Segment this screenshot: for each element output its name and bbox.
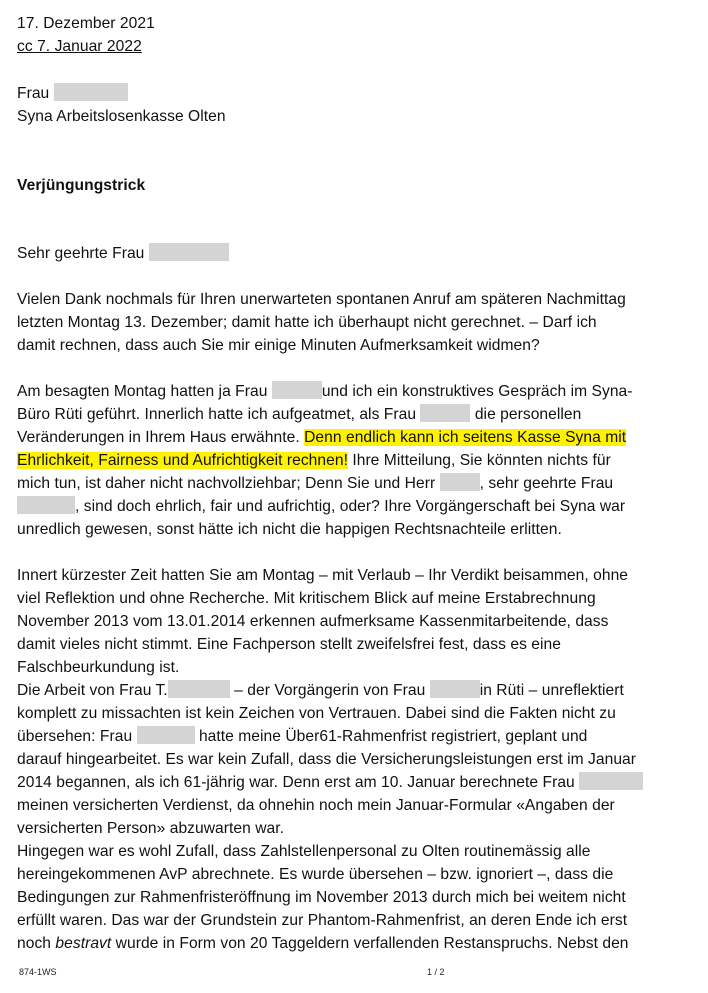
footer-page-number: 1 / 2 bbox=[427, 967, 445, 977]
highlighted-text: Denn endlich kann ich seitens Kasse Syna mit bbox=[304, 429, 627, 446]
paragraph-line: Am besagten Montag hatten ja Frau und ich ein konstruktives Gespräch im Syna- bbox=[17, 383, 633, 400]
paragraph-line: viel Reflektion und ohne Recherche. Mit kritischem Blick auf meine Erstabrechnung bbox=[17, 590, 596, 607]
letter-subject: Verjüngungstrick bbox=[17, 177, 146, 194]
paragraph-line: Vielen Dank nochmals für Ihren unerwarteten spontanen Anruf am späteren Nachmittag bbox=[17, 291, 626, 308]
redacted-name bbox=[579, 772, 643, 790]
paragraph-line: noch bestravt wurde in Form von 20 Taggeldern verfallenden Restanspruchs. Nebst den bbox=[17, 935, 629, 952]
paragraph-line: erfüllt waren. Das war der Grundstein zur Phantom-Rahmenfrist, an deren Ende ich erst bbox=[17, 912, 628, 929]
paragraph-line: hereingekommenen AvP abrechnete. Es wurde übersehen – bzw. ignoriert –, dass die bbox=[17, 866, 614, 883]
paragraph-line: Ehrlichkeit, Fairness und Aufrichtigkeit rechnen! Ihre Mitteilung, Sie könnten nichts für bbox=[17, 452, 611, 469]
paragraph-line: November 2013 vom 13.01.2014 erkennen aufmerksame Kassenmitarbeitende, dass bbox=[17, 613, 609, 630]
paragraph-line: damit rechnen, dass auch Sie mir einige Minuten Aufmerksamkeit widmen? bbox=[17, 337, 540, 354]
paragraph-line: komplett zu missachten ist kein Zeichen von Vertrauen. Dabei sind die Fakten nicht zu bbox=[17, 705, 616, 722]
paragraph-line: unredlich gewesen, sonst hätte ich nicht die happigen Rechtsnachteile erlitten. bbox=[17, 521, 562, 538]
paragraph-line: mich tun, ist daher nicht nachvollziehbar; Denn Sie und Herr , sehr geehrte Frau bbox=[17, 475, 614, 492]
paragraph-line: darauf hingearbeitet. Es war kein Zufall, dass die Versicherungsleistungen erst im Januar bbox=[17, 751, 637, 768]
redacted-name bbox=[137, 726, 195, 744]
paragraph-line: meinen versicherten Verdienst, da ohnehin noch mein Januar-Formular «Angaben der bbox=[17, 797, 615, 814]
paragraph-line: letzten Montag 13. Dezember; damit hatte ich überhaupt nicht gerechnet. – Darf ich bbox=[17, 314, 597, 331]
paragraph-line: , sind doch ehrlich, fair und aufrichtig, oder? Ihre Vorgängerschaft bei Syna war bbox=[17, 496, 625, 518]
redacted-name bbox=[54, 83, 128, 101]
letter-cc: cc 7. Januar 2022 bbox=[17, 38, 142, 55]
paragraph-line: damit vieles nicht stimmt. Eine Fachperson stellt zweifelsfrei fest, dass es eine bbox=[17, 636, 561, 653]
letter-date: 17. Dezember 2021 bbox=[17, 15, 155, 32]
paragraph-line: 2014 begannen, als ich 61-jährig war. Denn erst am 10. Januar berechnete Frau bbox=[17, 772, 643, 794]
paragraph-line: Die Arbeit von Frau T. – der Vorgängerin von Frau in Rüti – unreflektiert bbox=[17, 682, 624, 699]
redacted-name bbox=[17, 496, 75, 514]
footer-doc-id: 874-1WS bbox=[19, 967, 57, 977]
paragraph-line: Veränderungen in Ihrem Haus erwähnte. Denn endlich kann ich seitens Kasse Syna mit bbox=[17, 429, 627, 446]
paragraph-line: Bedingungen zur Rahmenfristeröffnung im November 2013 durch mich bei weitem nicht bbox=[17, 889, 626, 906]
paragraph-line: versicherten Person» abzuwarten war. bbox=[17, 820, 285, 837]
redacted-name bbox=[149, 243, 229, 261]
recipient-organization: Syna Arbeitslosenkasse Olten bbox=[17, 108, 226, 125]
redacted-name bbox=[430, 680, 480, 698]
recipient-name: Frau bbox=[17, 83, 128, 105]
paragraph-line: Büro Rüti geführt. Innerlich hatte ich aufgeatmet, als Frau die personellen bbox=[17, 406, 582, 423]
paragraph-line: übersehen: Frau hatte meine Über61-Rahmenfrist registriert, geplant und bbox=[17, 728, 588, 745]
redacted-name bbox=[440, 473, 480, 491]
paragraph-line: Falschbeurkundung ist. bbox=[17, 659, 180, 676]
paragraph-line: Hingegen war es wohl Zufall, dass Zahlstellenpersonal zu Olten routinemässig alle bbox=[17, 843, 591, 860]
letter-greeting: Sehr geehrte Frau bbox=[17, 243, 229, 265]
highlighted-text: Ehrlichkeit, Fairness und Aufrichtigkeit rechnen! bbox=[17, 452, 348, 469]
redacted-name bbox=[168, 680, 230, 698]
redacted-name bbox=[272, 381, 322, 399]
paragraph-line: Innert kürzester Zeit hatten Sie am Montag – mit Verlaub – Ihr Verdikt beisammen, ohne bbox=[17, 567, 629, 584]
redacted-name bbox=[420, 404, 470, 422]
